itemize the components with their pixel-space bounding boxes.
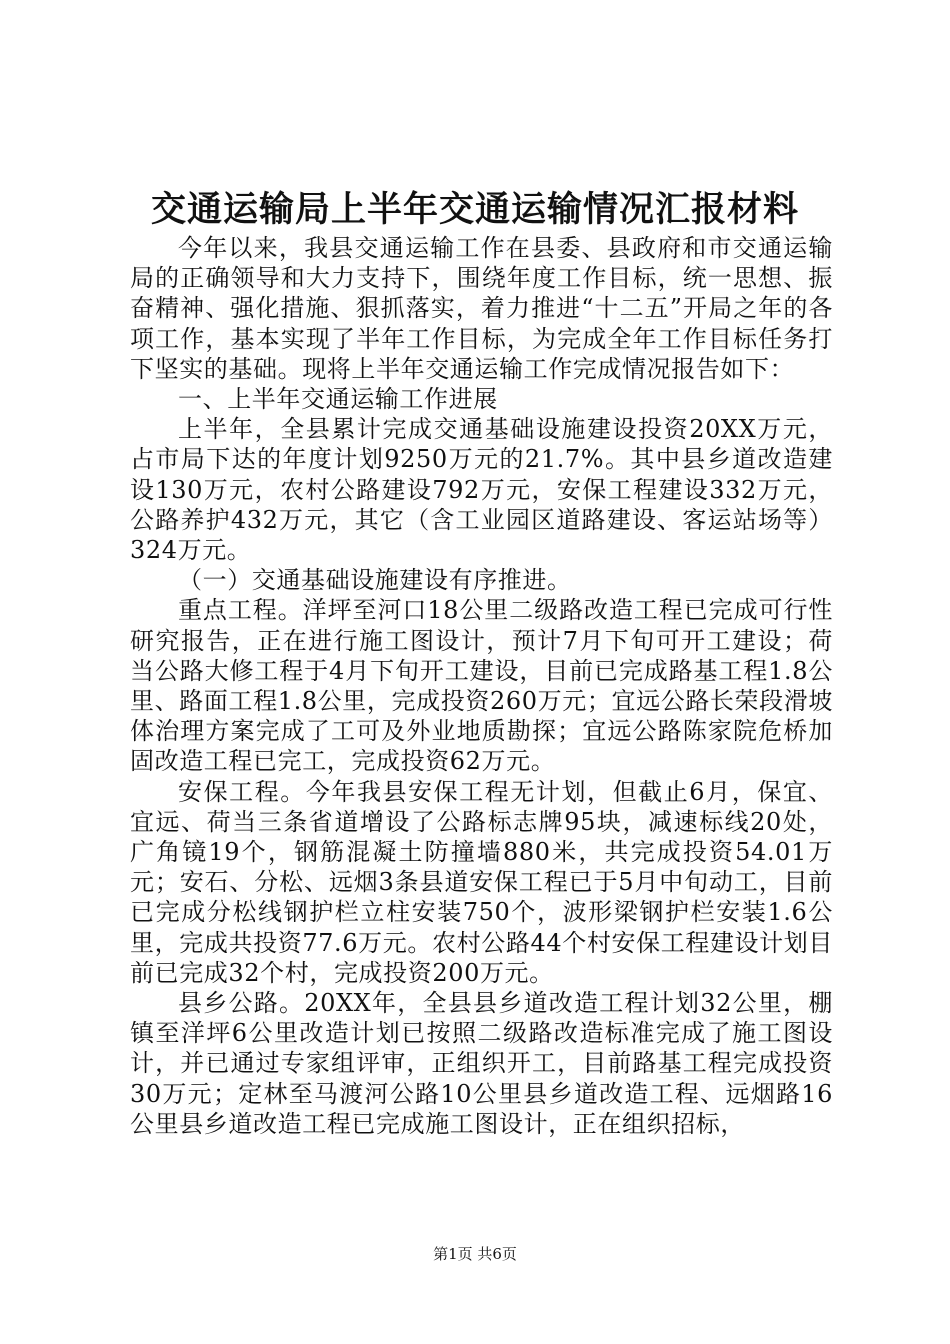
document-body	[130, 233, 833, 1139]
paragraph-intro: 今年以来，我县交通运输工作在县委、县政府和市交通运输局的正确领导和大力支持下，围绕年度工作目标，统一思想、振奋精神、强化措施、狠抓落实，着力推进“十二五”开局之年的各项工作，基本实现了半年工作目标，为完成全年工作目标任务打下坚实的基础。现将上半年交通运输工作完成情况报告如下：	[130, 234, 833, 383]
paragraph-key-projects: 重点工程。洋坪至河口18公里二级路改造工程已完成可行性研究报告，正在进行施工图设计，预计7月下旬可开工建设；荷当公路大修工程于4月下旬开工建设，目前已完成路基工程1.8公里、路面工程1.8公里，完成投资260万元；宜远公路长荣段滑坡体治理方案完成了工可及外业地质勘探；宜远公路陈家院危桥加固改造工程已完工，完成投资62万元。	[130, 596, 833, 776]
page-number-footer: 第1页 共6页	[433, 1245, 517, 1263]
paragraph-county-roads: 县乡公路。20XX年，全县县乡道改造工程计划32公里，棚镇至洋坪6公里改造计划已按照二级路改造标准完成了施工图设计，并已通过专家组评审，正组织开工，目前路基工程完成投资30万元；定林至马渡河公路10公里县乡道改造工程、远烟路16公里县乡道改造工程已完成施工图设计，正在组织招标，	[130, 989, 833, 1138]
document-title: 交通运输局上半年交通运输情况汇报材料	[150, 190, 799, 230]
paragraph-safety-projects: 安保工程。今年我县安保工程无计划，但截止6月，保宜、宜远、荷当三条省道增设了公路标志牌95块，减速标线20处，广角镜19个，钢筋混凝土防撞墙880米，共完成投资54.01万元；安石、分松、远烟3条县道安保工程已于5月中旬动工，目前已完成分松线钢护栏立柱安装750个，波形梁钢护栏安装1.6公里，完成共投资77.6万元。农村公路44个村安保工程建设计划目前已完成32个村，完成投资200万元。	[130, 777, 833, 987]
subsection-heading-1: （一）交通基础设施建设有序推进。	[178, 566, 572, 595]
section-heading-1: 一、上半年交通运输工作进展	[178, 385, 498, 414]
paragraph-investment-summary: 上半年，全县累计完成交通基础设施建设投资20XX万元，占市局下达的年度计划9250万元的21.7%。其中县乡道改造建设130万元，农村公路建设792万元，安保工程建设332万元，公路养护432万元，其它（含工业园区道路建设、客运站场等）324万元。	[130, 415, 833, 565]
